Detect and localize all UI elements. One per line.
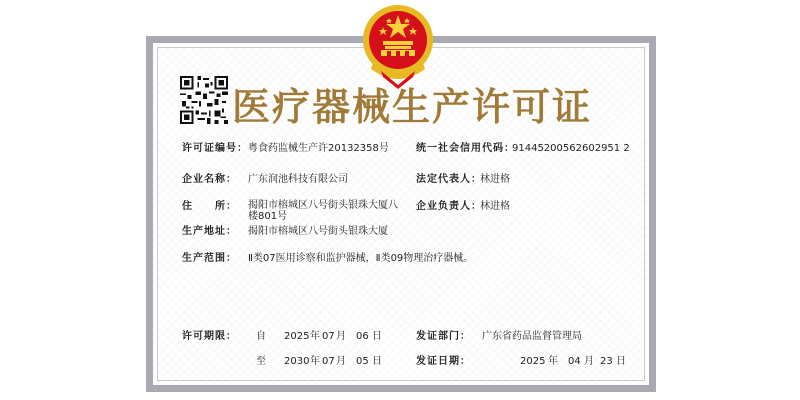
production-address-value: 揭阳市榕城区八号街头银珠大厦 (248, 226, 388, 237)
national-emblem-icon (361, 3, 435, 89)
issue-date-label: 发证日期： (416, 356, 471, 367)
validity-to-year-unit: 年 (310, 356, 320, 367)
production-address-label: 生产地址： (182, 226, 237, 237)
responsible-person-label: 企业负责人： (416, 201, 482, 212)
validity-label: 许可期限： (182, 331, 237, 342)
issuer-value: 广东省药品监督管理局 (482, 331, 582, 342)
company-name-value: 广东润池科技有限公司 (248, 174, 348, 185)
validity-to-month-unit: 月 (336, 356, 346, 367)
credit-code-label: 统一社会信用代码： (416, 143, 515, 154)
credit-code-value: 91445200562602951 2 (512, 143, 630, 154)
legal-representative-value: 林进格 (480, 174, 510, 185)
license-number-value: 粤食药监械生产许20132358号 (248, 143, 389, 154)
validity-to-day-unit: 日 (372, 356, 382, 367)
validity-from-month: 07 (322, 331, 335, 342)
production-scope-value: Ⅱ类07医用诊察和监护器械，Ⅱ类09物理治疗器械。 (248, 253, 474, 264)
production-scope-label: 生产范围： (182, 253, 237, 264)
issue-date-day-unit: 日 (616, 356, 626, 367)
issue-date-year: 2025 (520, 356, 546, 367)
issue-date-month-unit: 月 (584, 356, 594, 367)
validity-from-word: 自 (256, 331, 266, 342)
validity-to-day: 05 (356, 356, 369, 367)
validity-from-year-unit: 年 (310, 331, 320, 342)
issue-date-day: 23 (600, 356, 613, 367)
qr-code-icon (180, 76, 228, 124)
validity-from-day-unit: 日 (372, 331, 382, 342)
issue-date-month: 04 (568, 356, 581, 367)
address-label: 住 所： (182, 201, 237, 212)
issuer-label: 发证部门： (416, 331, 471, 342)
validity-from-year: 2025 (284, 331, 310, 342)
validity-to-month: 07 (322, 356, 335, 367)
issue-date-year-unit: 年 (548, 356, 558, 367)
validity-to-year: 2030 (284, 356, 310, 367)
company-name-label: 企业名称： (182, 174, 237, 185)
license-number-label: 许可证编号： (182, 143, 248, 154)
responsible-person-value: 林进格 (480, 201, 510, 212)
address-value: 揭阳市榕城区八号街头银珠大厦八楼801号 (248, 200, 398, 222)
legal-representative-label: 法定代表人： (416, 174, 482, 185)
validity-to-word: 至 (256, 356, 266, 367)
validity-from-day: 06 (356, 331, 369, 342)
validity-from-month-unit: 月 (336, 331, 346, 342)
page-title: 医疗器械生产许可证 (232, 84, 593, 129)
